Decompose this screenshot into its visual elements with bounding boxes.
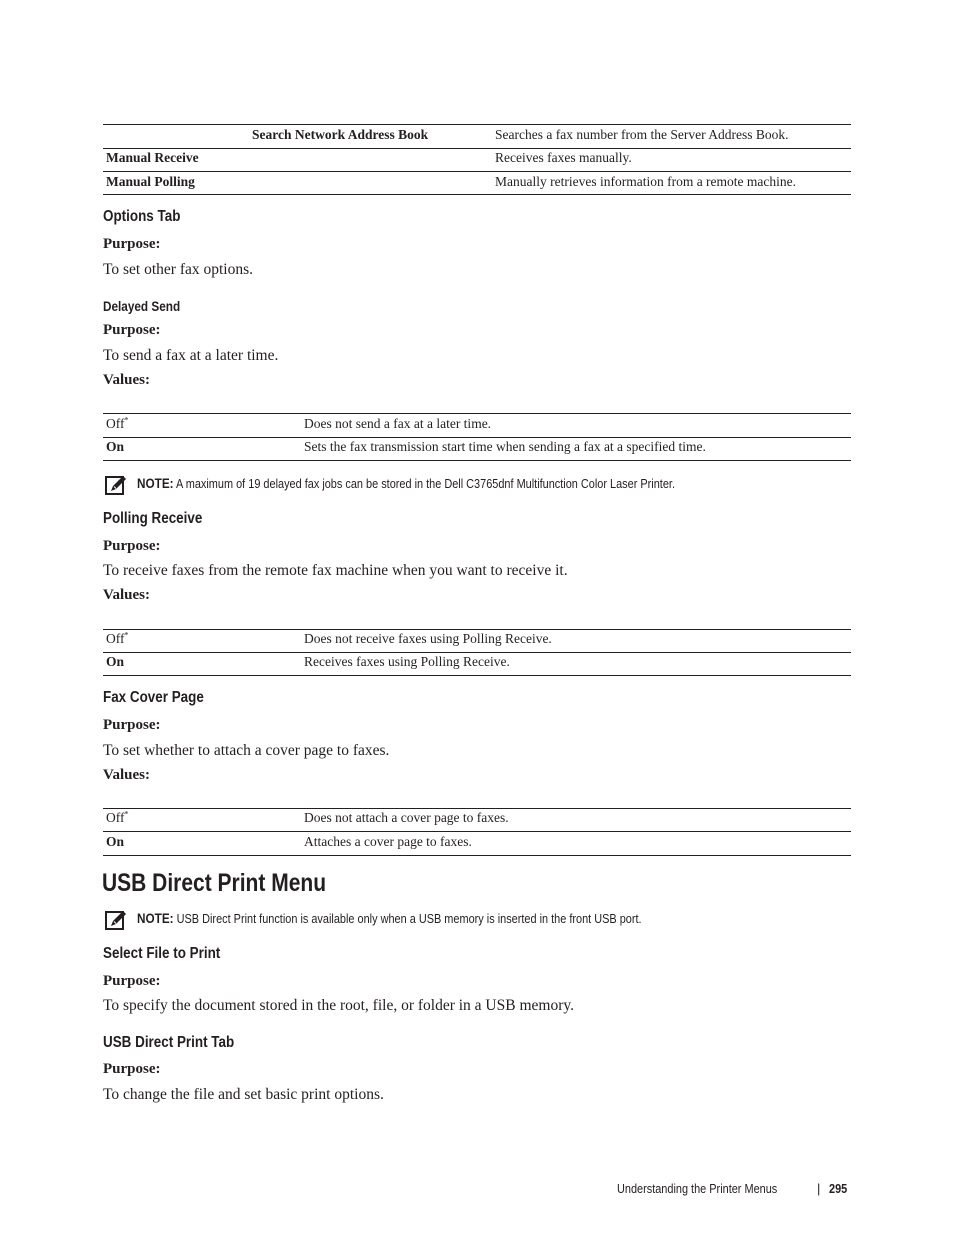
purpose-text: To specify the document stored in the root, file, or folder in a USB memory. — [103, 997, 574, 1014]
chapter-heading: USB Direct Print Menu — [102, 869, 327, 897]
table-bottom-rule — [103, 675, 851, 676]
table-bottom-rule — [103, 855, 851, 856]
values-label: Values: — [103, 587, 150, 603]
value-desc: Sets the fax transmission start time when sending a fax at a specified time. — [304, 439, 706, 454]
value-cell: On — [106, 439, 125, 454]
default-mark: * — [124, 415, 129, 425]
table-row-rule — [103, 148, 851, 149]
section-heading: Fax Cover Page — [103, 689, 204, 706]
purpose-label: Purpose: — [103, 538, 161, 554]
purpose-label: Purpose: — [103, 1061, 161, 1077]
table-desc: Searches a fax number from the Server Address Book. — [495, 127, 789, 142]
table-subitem: Search Network Address Book — [252, 127, 429, 142]
value-desc: Does not receive faxes using Polling Receive. — [304, 631, 552, 646]
purpose-label: Purpose: — [103, 236, 161, 252]
section-heading: Select File to Print — [103, 945, 221, 962]
table-row-rule — [103, 171, 851, 172]
table-row-rule — [103, 652, 851, 653]
table-bottom-rule — [103, 194, 851, 195]
value-desc: Receives faxes using Polling Receive. — [304, 654, 510, 669]
page-number: 295 — [829, 1181, 848, 1196]
table-top-rule — [103, 629, 851, 630]
value-name: Off — [106, 810, 125, 825]
value-cell — [106, 631, 129, 647]
table-top-rule — [103, 808, 851, 809]
note-body: A maximum of 19 delayed fax jobs can be stored in the Dell C3765dnf Multifunction Color Laser Printer. — [176, 476, 675, 491]
values-label: Values: — [103, 372, 150, 388]
value-name: Off — [106, 631, 125, 646]
footer-section-title: Understanding the Printer Menus — [617, 1181, 778, 1196]
footer-separator: | — [817, 1181, 821, 1196]
note-label: NOTE: — [137, 475, 174, 491]
purpose-text: To change the file and set basic print options. — [103, 1086, 384, 1103]
table-item: Manual Polling — [106, 174, 195, 189]
table-desc: Manually retrieves information from a remote machine. — [495, 174, 797, 189]
value-cell — [106, 810, 129, 826]
note-label: NOTE: — [137, 910, 174, 926]
purpose-text: To send a fax at a later time. — [103, 347, 279, 364]
section-heading: USB Direct Print Tab — [103, 1034, 235, 1051]
note-pencil-icon — [105, 909, 127, 931]
note-text — [137, 475, 777, 491]
table-bottom-rule — [103, 460, 851, 461]
table-row-rule — [103, 831, 851, 832]
value-cell: On — [106, 834, 125, 849]
purpose-text: To set whether to attach a cover page to faxes. — [103, 742, 390, 759]
values-label: Values: — [103, 767, 150, 783]
table-desc: Receives faxes manually. — [495, 150, 632, 165]
value-desc: Attaches a cover page to faxes. — [304, 834, 472, 849]
value-name: Off — [106, 416, 125, 431]
purpose-text: To receive faxes from the remote fax machine when you want to receive it. — [103, 562, 568, 579]
purpose-label: Purpose: — [103, 322, 161, 338]
default-mark: * — [124, 809, 129, 819]
default-mark: * — [124, 630, 129, 640]
table-top-rule — [103, 124, 851, 125]
value-desc: Does not send a fax at a later time. — [304, 416, 492, 431]
value-desc: Does not attach a cover page to faxes. — [304, 810, 509, 825]
table-item: Manual Receive — [106, 150, 199, 165]
note-body: USB Direct Print function is available only when a USB memory is inserted in the front USB port. — [176, 911, 642, 926]
table-row-rule — [103, 437, 851, 438]
purpose-text: To set other fax options. — [103, 261, 254, 278]
table-top-rule — [103, 413, 851, 414]
note-text — [137, 910, 738, 926]
purpose-label: Purpose: — [103, 717, 161, 733]
value-cell: On — [106, 654, 125, 669]
note-pencil-icon — [105, 474, 127, 496]
purpose-label: Purpose: — [103, 973, 161, 989]
value-cell — [106, 416, 129, 432]
section-heading: Options Tab — [103, 208, 181, 225]
section-heading: Polling Receive — [103, 510, 203, 527]
subsection-heading: Delayed Send — [103, 298, 181, 314]
